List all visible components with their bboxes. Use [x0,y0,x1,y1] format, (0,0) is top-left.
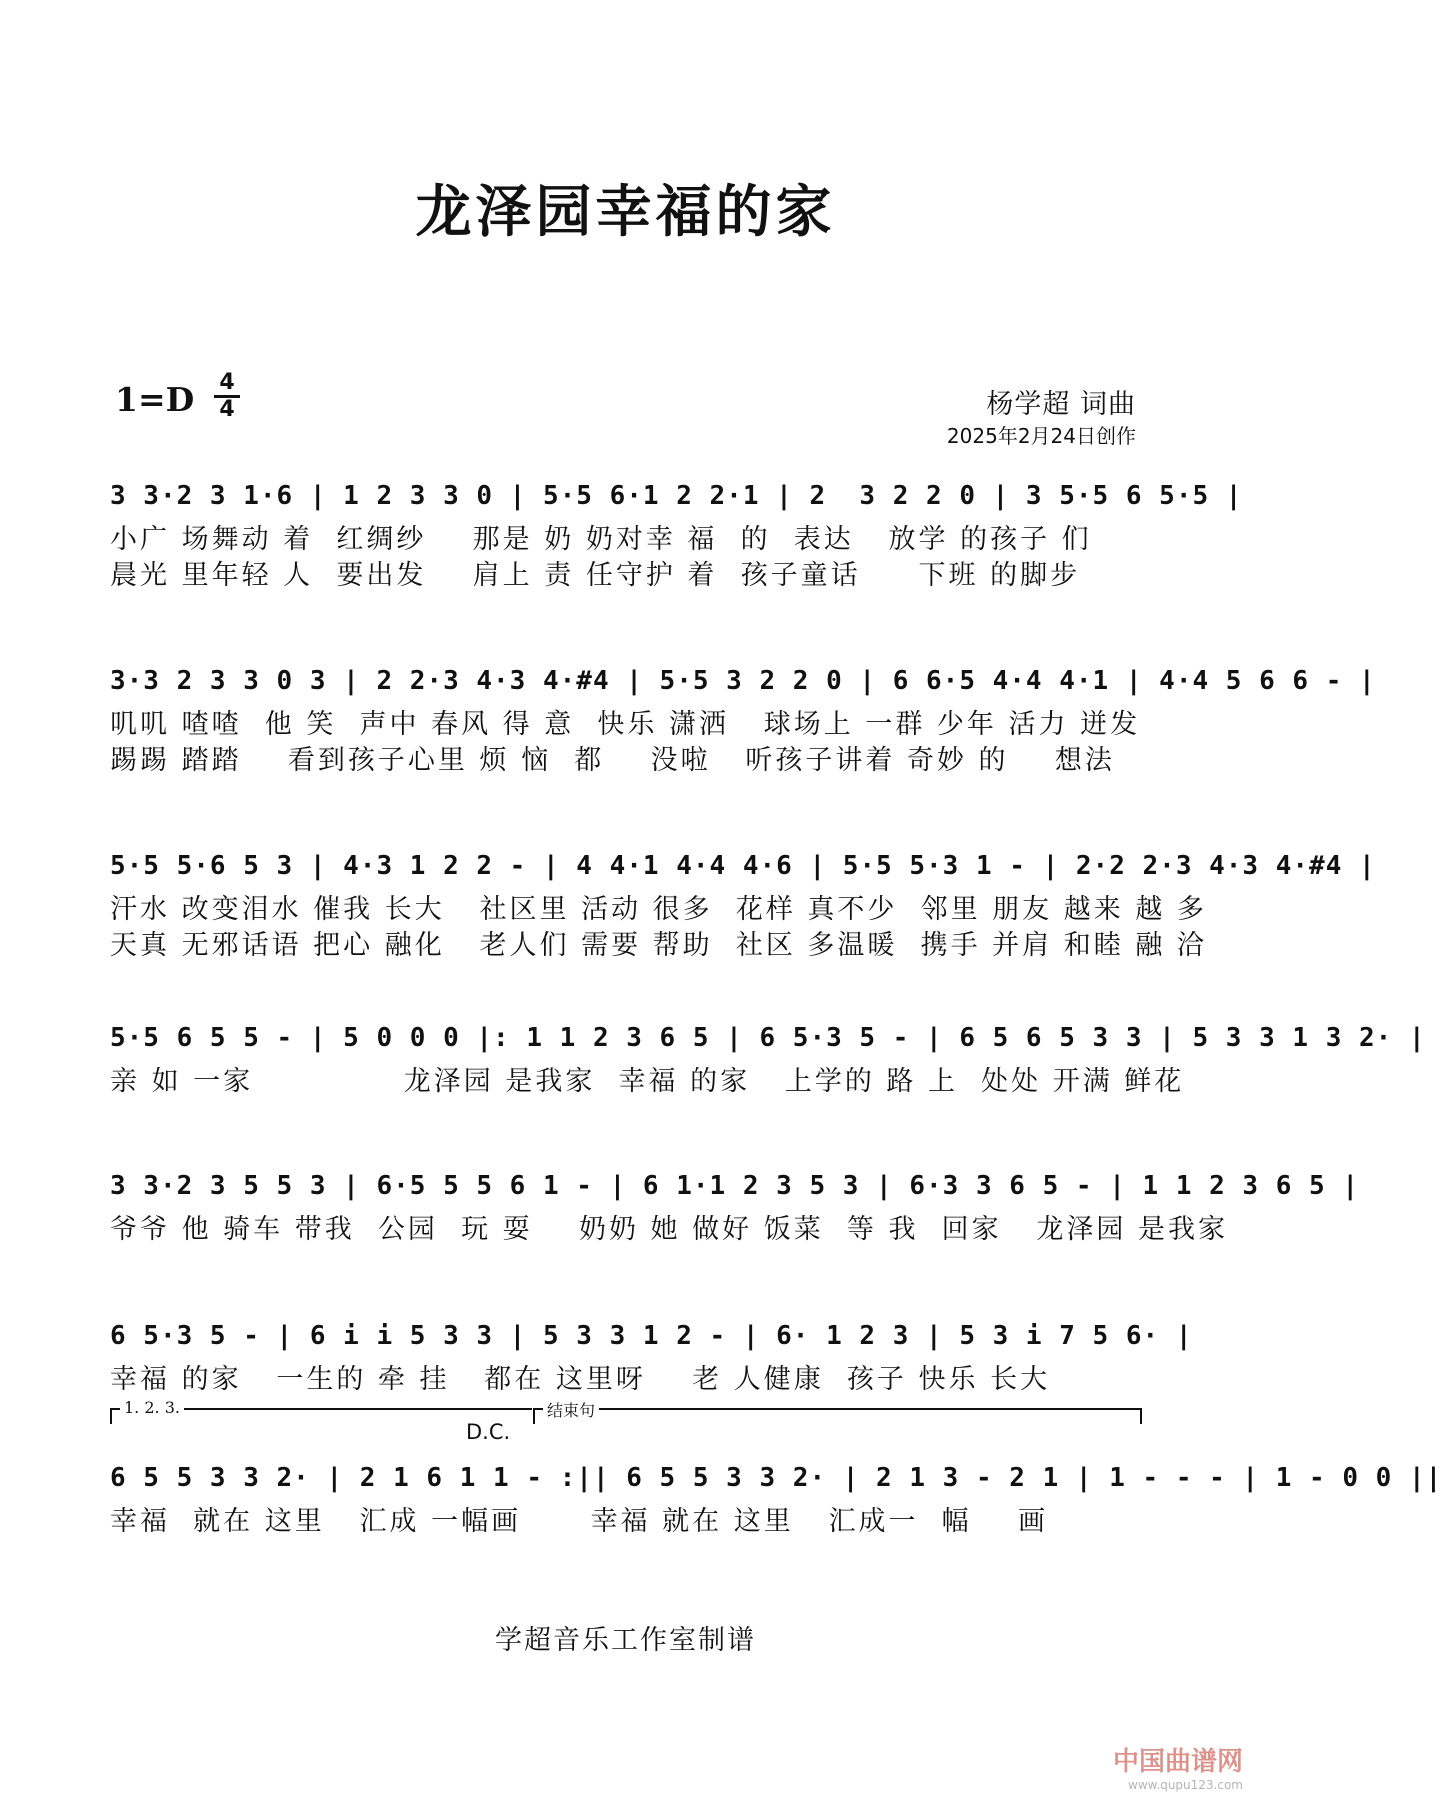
score-system [110,840,1376,964]
notation-line: 5·5 5·6 5 3 | 4·3 1 2 2 - | 4 4·1 4·4 4·6 | 5·5 5·3 1 - | 2·2 2·3 4·3 4·#4 | [110,851,1376,881]
score-system [110,1452,1442,1540]
notation-line: 3 3·2 3 1·6 | 1 2 3 3 0 | 5·5 6·1 2 2·1 | 2 3 2 2 0 | 3 5·5 6 5·5 | [110,481,1243,511]
page-title: 龙泽园幸福的家 [415,180,836,245]
lyric-line: 天真 无邪话语 把心 融化 老人们 需要 帮助 社区 多温暖 携手 并肩 和睦 融 洽 [110,930,1207,961]
volta-label-ending: 结束句 [543,1398,599,1421]
author-credit: 杨学超 词曲 [986,389,1136,420]
lyric-line: 爷爷 他 骑车 带我 公园 玩 耍 奶奶 她 做好 饭菜 等 我 回家 龙泽园 是我家 [110,1214,1228,1245]
lyric-line: 小广 场舞动 着 红绸纱 那是 奶 奶对幸 福 的 表达 放学 的孩子 们 [110,524,1092,555]
time-signature-top: 4 [219,370,235,395]
time-signature-bottom: 4 [219,397,235,422]
score-system [110,655,1376,779]
watermark-url: www.qupu123.com [1128,1778,1243,1792]
lyric-line: 叽叽 喳喳 他 笑 声中 春风 得 意 快乐 潇洒 球场上 一群 少年 活力 迸发 [110,709,1141,740]
score-system [110,1012,1426,1100]
notation-line: 6 5 5 3 3 2· | 2 1 6 1 1 - :|| 6 5 5 3 3 2· | 2 1 3 - 2 1 | 1 - - - | 1 - 0 0 || [110,1463,1442,1493]
volta-bracket-ending [533,1401,1142,1424]
lyric-line: 幸福 的家 一生的 牵 挂 都在 这里呀 老 人健康 孩子 快乐 长大 [110,1364,1051,1395]
watermark-text: 中国曲谱网 [1112,1747,1243,1777]
score-system [110,470,1243,594]
notation-line: 5·5 6 5 5 - | 5 0 0 0 |: 1 1 2 3 6 5 | 6 5·3 5 - | 6 5 6 5 3 3 | 5 3 3 1 3 2· | [110,1023,1426,1053]
time-signature [212,372,242,421]
lyric-line: 晨光 里年轻 人 要出发 肩上 责 任守护 着 孩子童话 下班 的脚步 [110,560,1081,591]
footer-credit: 学超音乐工作室制谱 [495,1625,756,1656]
da-capo-mark: D.C. [466,1420,511,1444]
notation-line: 3·3 2 3 3 0 3 | 2 2·3 4·3 4·#4 | 5·5 3 2 2 0 | 6 6·5 4·4 4·1 | 4·4 5 6 6 - | [110,666,1376,696]
site-watermark [1113,1741,1243,1792]
volta-label: 1. 2. 3. [120,1398,184,1417]
notation-line: 3 3·2 3 5 5 3 | 6·5 5 5 6 1 - | 6 1·1 2 3 5 3 | 6·3 3 6 5 - | 1 1 2 3 6 5 | [110,1171,1359,1201]
notation-line: 6 5·3 5 - | 6 i i 5 3 3 | 5 3 3 1 2 - | 6· 1 2 3 | 5 3 i 7 5 6· | [110,1321,1193,1351]
lyric-line: 踢踢 踏踏 看到孩子心里 烦 恼 都 没啦 听孩子讲着 奇妙 的 想法 [110,745,1115,776]
composition-date: 2025年2月24日创作 [946,424,1136,448]
key-signature: 1=D [115,380,195,419]
lyric-line: 汗水 改变泪水 催我 长大 社区里 活动 很多 花样 真不少 邻里 朋友 越来 越 多 [110,894,1207,925]
lyric-line: 幸福 就在 这里 汇成 一幅画 幸福 就在 这里 汇成一 幅 画 [110,1506,1048,1537]
score-system [110,1310,1193,1398]
lyric-line: 亲 如 一家 龙泽园 是我家 幸福 的家 上学的 路 上 处处 开满 鲜花 [110,1066,1185,1097]
score-system [110,1160,1359,1248]
